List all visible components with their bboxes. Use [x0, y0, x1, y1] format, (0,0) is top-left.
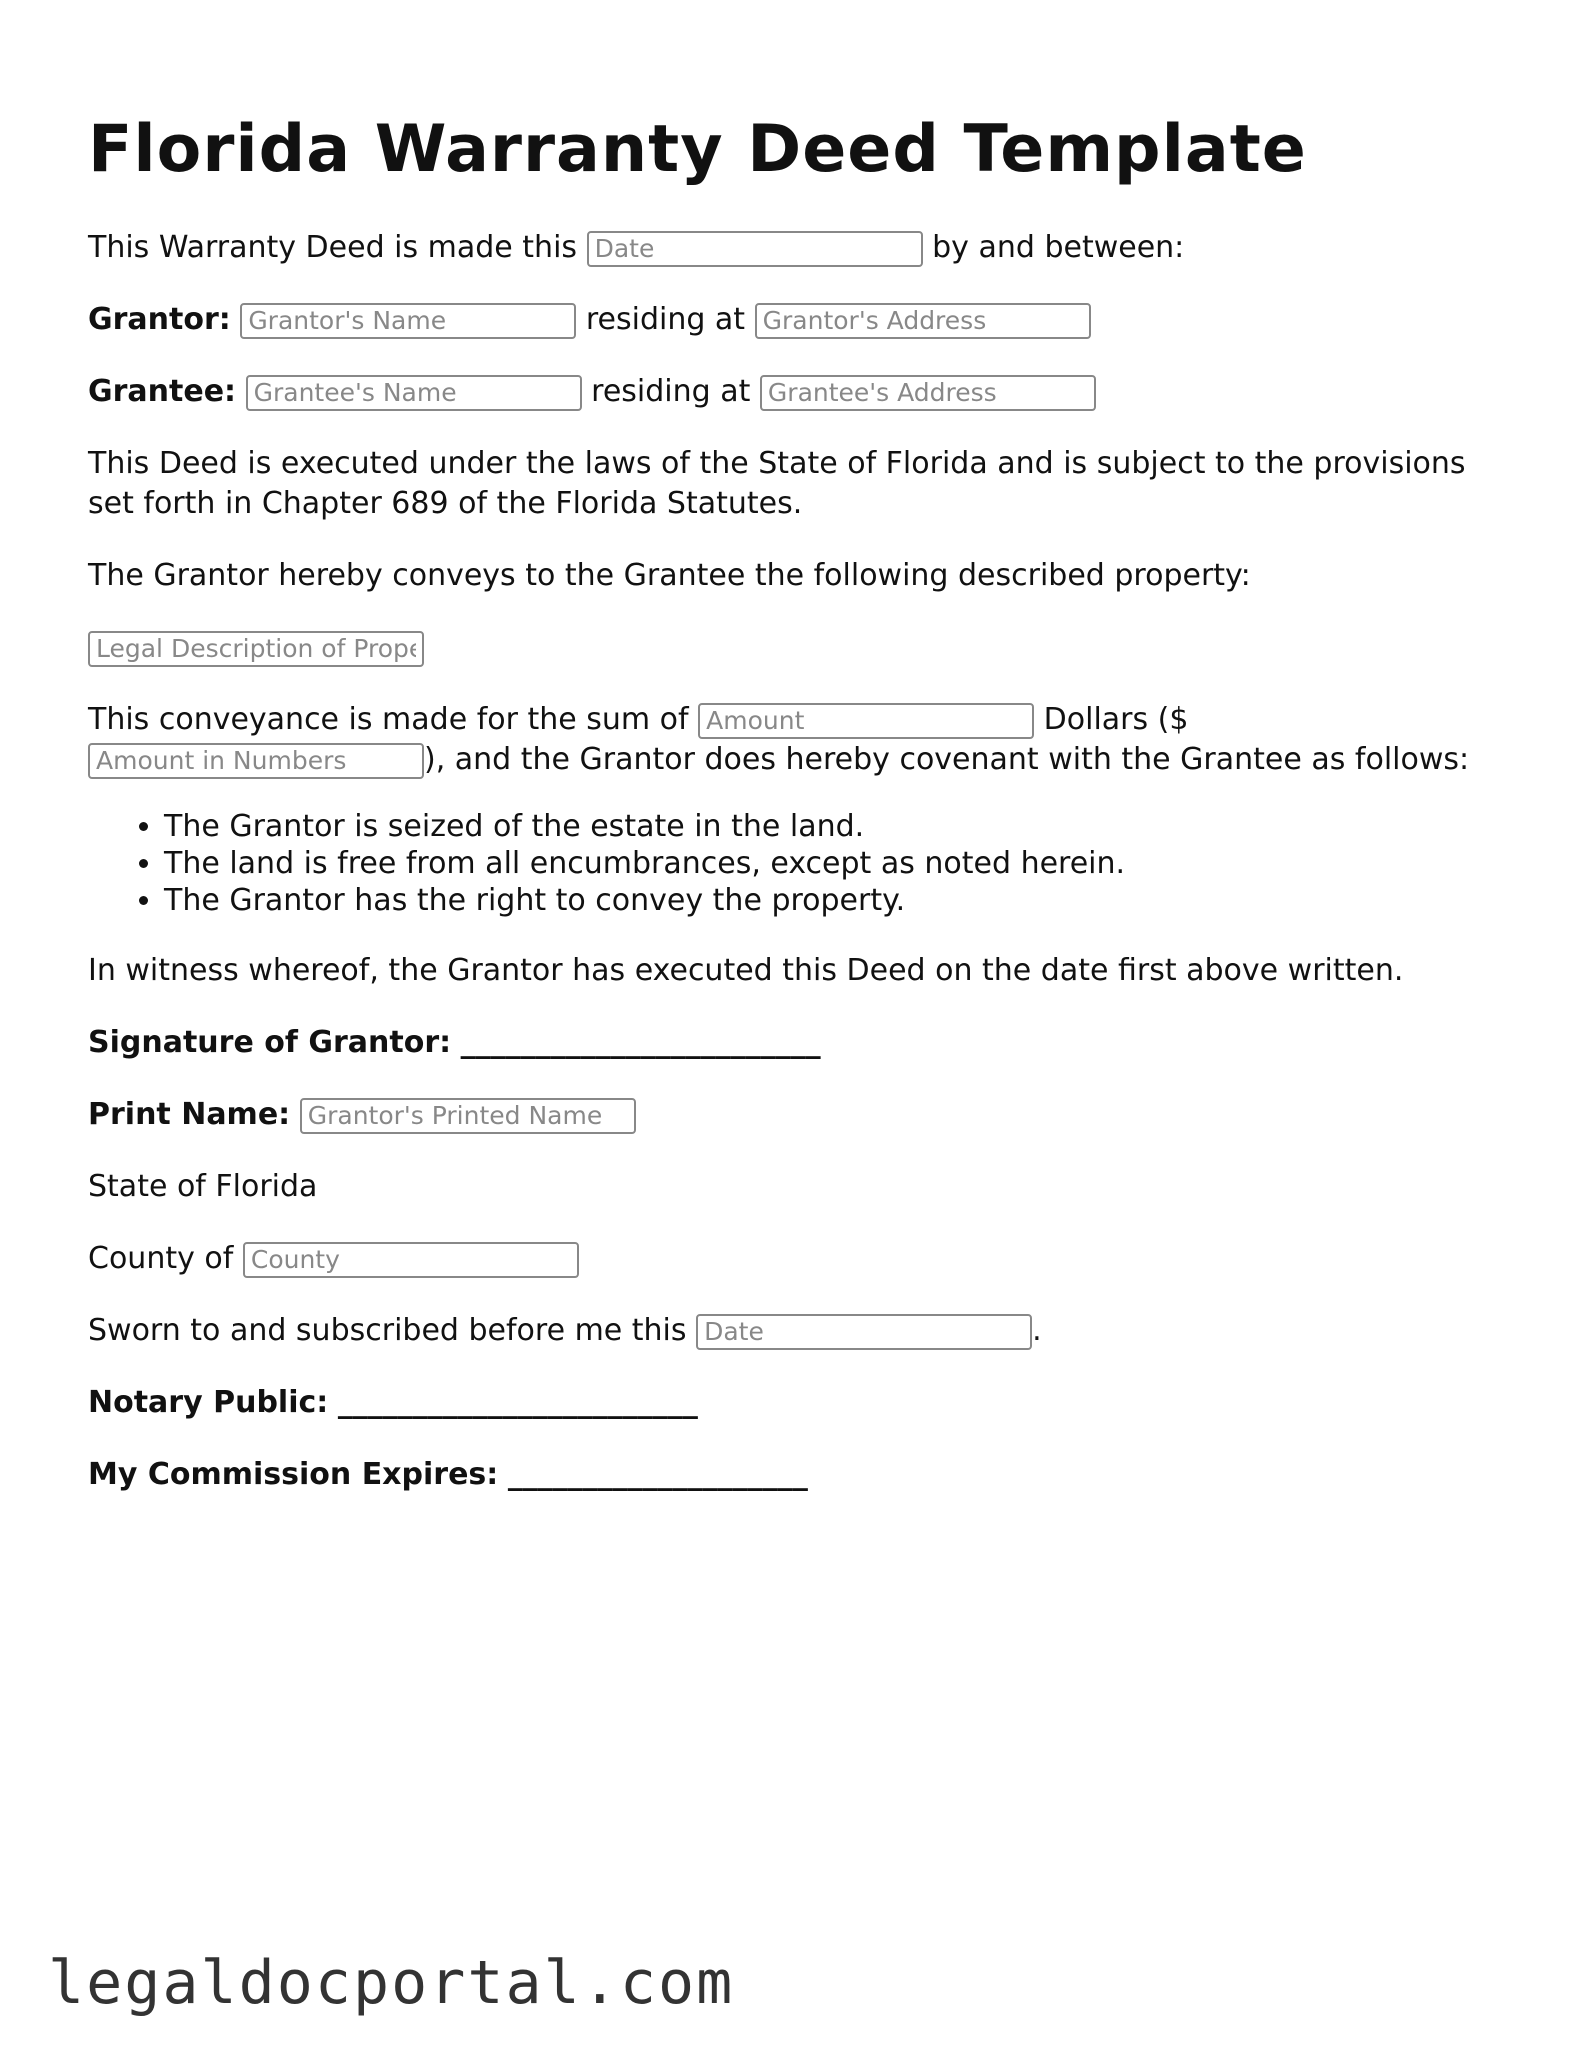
signature-line [88, 1023, 1508, 1063]
grantee-label: Grantee: [88, 374, 237, 409]
deed-document [88, 110, 1508, 1527]
conveys-paragraph: The Grantor hereby conveys to the Grantee the following described property: [88, 558, 1251, 593]
covenants-list [88, 808, 1508, 919]
print-name-line [88, 1095, 1508, 1135]
grantor-line [88, 300, 1508, 340]
dollars-text: Dollars ($ [1043, 702, 1189, 737]
grantee-line [88, 372, 1508, 412]
sworn-date-input[interactable] [696, 1314, 1032, 1350]
consideration-paragraph [88, 700, 1508, 780]
grantor-address-input[interactable] [755, 303, 1091, 339]
watermark: legaldocportal.com [48, 1948, 735, 2018]
sworn-line [88, 1311, 1508, 1351]
county-line [88, 1239, 1508, 1279]
signature-label: Signature of Grantor: [88, 1025, 452, 1060]
legal-description-input[interactable] [88, 631, 424, 667]
list-item: • The land is free from all encumbrances, except as noted herein. [164, 845, 1508, 882]
page-title: Florida Warranty Deed Template [88, 112, 1307, 187]
grantor-name-input[interactable] [240, 303, 576, 339]
county-label: County of [88, 1241, 234, 1276]
grantee-name-input[interactable] [246, 375, 582, 411]
state-text: State of Florida [88, 1169, 318, 1204]
commission-line [88, 1455, 1508, 1495]
notary-label: Notary Public: [88, 1385, 329, 1420]
notary-blank: ________________________ [337, 1385, 698, 1420]
commission-label: My Commission Expires: [88, 1457, 499, 1492]
sworn-suffix: . [1032, 1313, 1042, 1348]
legal-description-row [88, 628, 1508, 668]
printed-name-input[interactable] [300, 1098, 636, 1134]
deed-date-input[interactable] [587, 231, 923, 267]
grantee-residing-text: residing at [591, 374, 751, 409]
grantee-address-input[interactable] [760, 375, 1096, 411]
list-item: • The Grantor is seized of the estate in the land. [164, 808, 1508, 845]
sworn-prefix: Sworn to and subscribed before me this [88, 1313, 687, 1348]
grantor-label: Grantor: [88, 302, 231, 337]
commission-blank: ____________________ [507, 1457, 808, 1492]
intro-line [88, 228, 1508, 268]
notary-line [88, 1383, 1508, 1423]
intro-prefix: This Warranty Deed is made this [88, 230, 578, 265]
consideration-prefix: This conveyance is made for the sum of [88, 702, 689, 737]
intro-suffix: by and between: [932, 230, 1185, 265]
witness-paragraph: In witness whereof, the Grantor has executed this Deed on the date first above written. [88, 953, 1404, 988]
consideration-suffix: ), and the Grantor does hereby covenant with the Grantee as follows: [424, 742, 1470, 777]
print-name-label: Print Name: [88, 1097, 291, 1132]
grantor-residing-text: residing at [585, 302, 746, 337]
signature-blank: ________________________ [460, 1025, 821, 1060]
amount-words-input[interactable] [698, 703, 1034, 739]
laws-paragraph: This Deed is executed under the laws of the State of Florida and is subject to the provisions set forth in Chapter 689 of the Florida Statutes. [88, 446, 1466, 521]
county-input[interactable] [243, 1242, 579, 1278]
list-item: • The Grantor has the right to convey the property. [164, 882, 1508, 919]
amount-numbers-input[interactable] [88, 743, 424, 779]
